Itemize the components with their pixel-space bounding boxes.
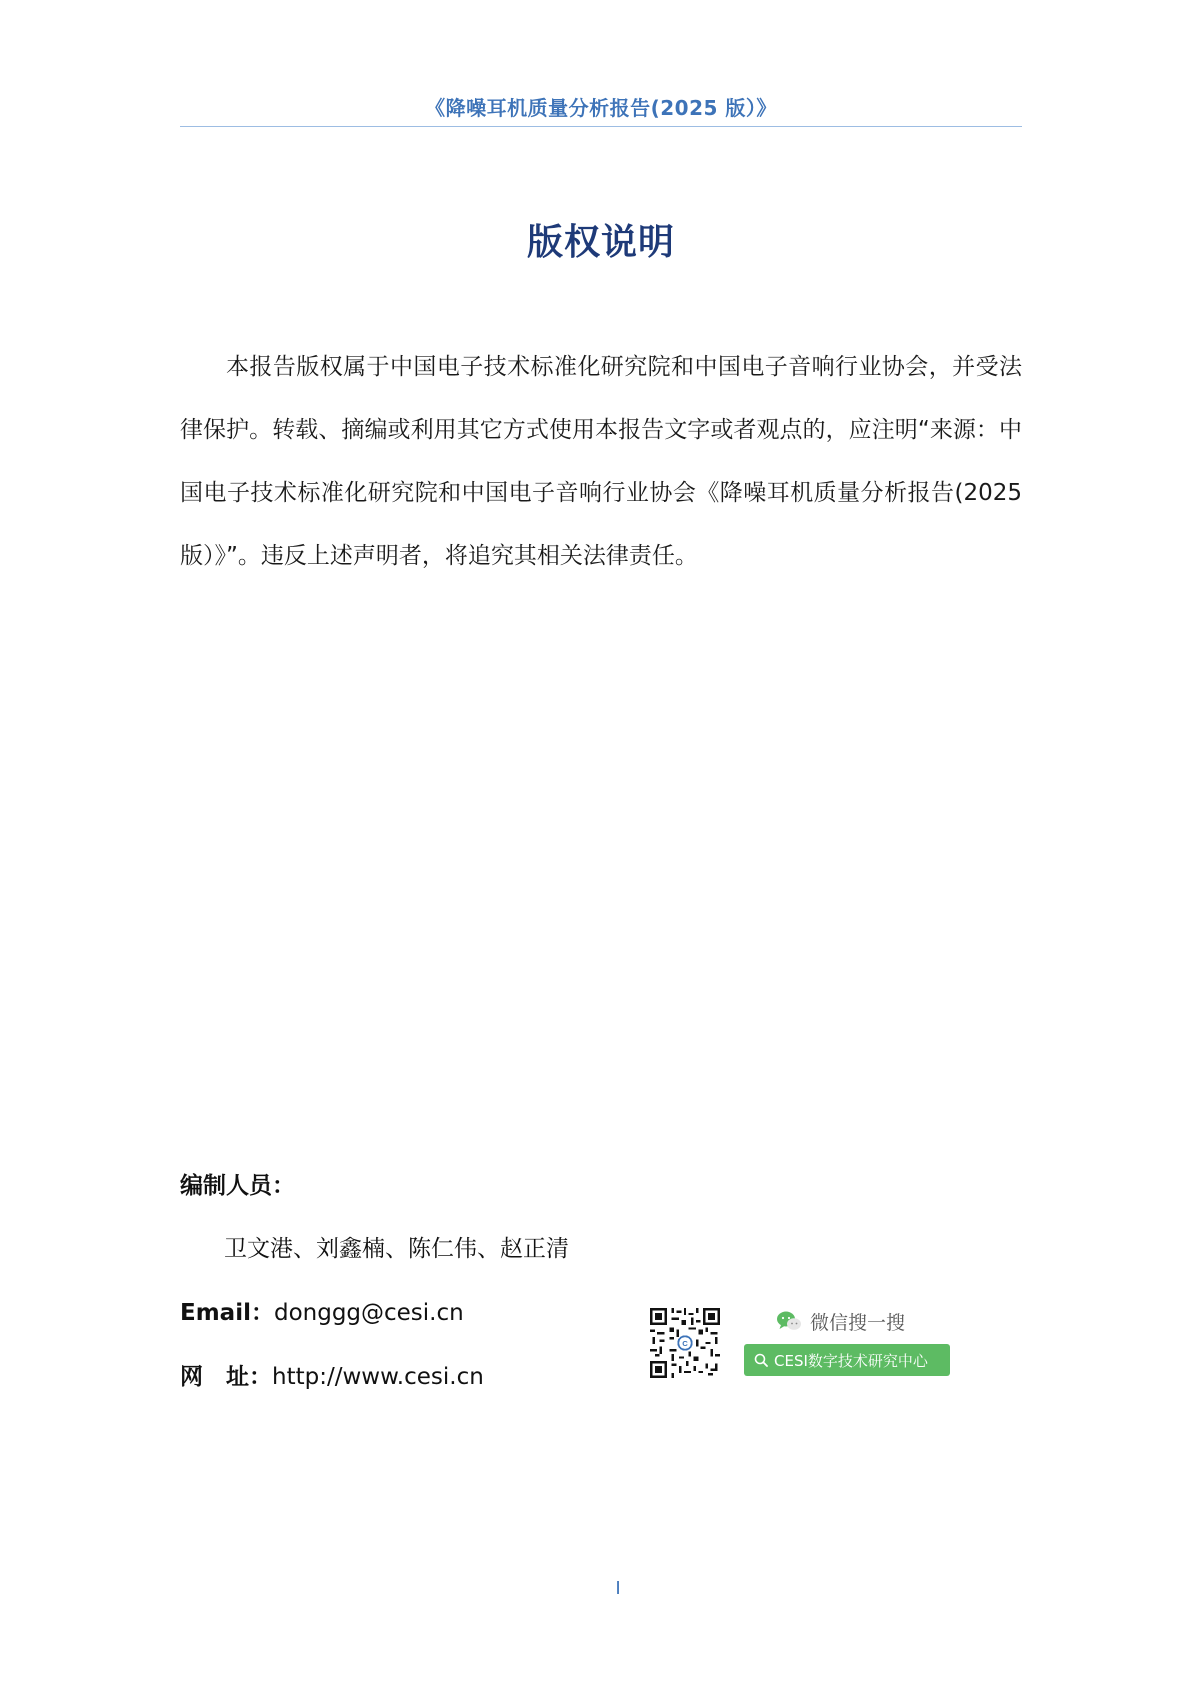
website-label: 网 址：	[180, 1364, 272, 1390]
email-link[interactable]: donggg@cesi.cn	[273, 1300, 464, 1326]
page-title: 版权说明	[526, 222, 675, 263]
running-header: 《降噪耳机质量分析报告(2025 版）》	[425, 96, 777, 120]
svg-text:C: C	[682, 1339, 688, 1349]
wechat-icon	[776, 1310, 802, 1332]
qr-code-image[interactable]	[650, 1308, 720, 1378]
copyright-paragraph: 本报告版权属于中国电子技术标准化研究院和中国电子音响行业协会，并受法律保护。转载、摘编或利用其它方式使用本报告文字或者观点的，应注明“来源：中国电子技术标准化研究院和中国电子音响行业协会《降噪耳机质量分析报告(2025 版）》”。违反上述声明者，将追究其相关法律责任。	[180, 354, 1022, 569]
wechat-search-label: 微信搜一搜	[810, 1311, 906, 1334]
email-row	[180, 1294, 464, 1327]
wechat-account-name: CESI数字技术研究中心	[774, 1351, 928, 1370]
editors-label: 编制人员：	[180, 1173, 295, 1199]
wechat-search-header	[776, 1306, 954, 1336]
website-row	[180, 1358, 484, 1391]
header-divider	[180, 126, 1022, 127]
editors-names: 卫文港、刘鑫楠、陈仁伟、赵正清	[224, 1236, 569, 1262]
website-link[interactable]: http://www.cesi.cn	[272, 1364, 484, 1390]
wechat-search-bar[interactable]	[744, 1344, 950, 1376]
email-label: Email：	[180, 1300, 274, 1326]
wechat-search-widget	[744, 1300, 954, 1382]
page-number: I	[615, 1578, 621, 1599]
search-icon	[754, 1353, 768, 1367]
